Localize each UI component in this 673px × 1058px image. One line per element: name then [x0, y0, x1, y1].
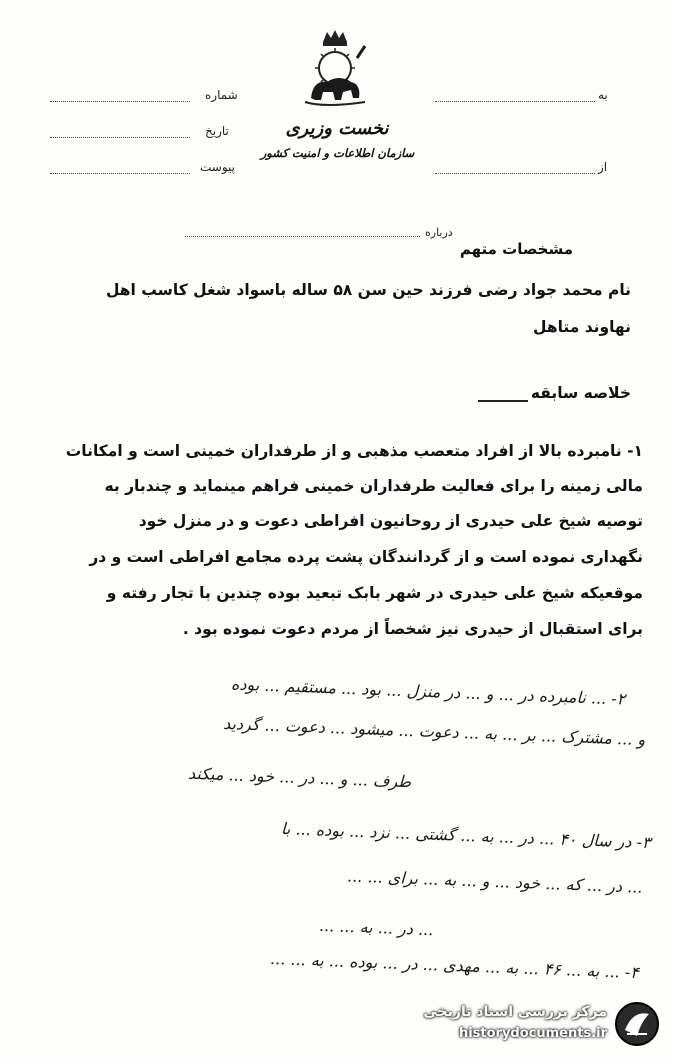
- archive-logo-icon: [613, 1000, 661, 1048]
- to-field: [435, 101, 595, 102]
- date-field: [50, 137, 190, 138]
- attachment-field: [50, 173, 190, 174]
- handwritten-line: طرف ... و ... در ... خود ... میکند: [187, 763, 412, 792]
- handwritten-line: ... در ... به ... ...: [318, 915, 434, 940]
- paragraph-line: برای استقبال از حیدری نیز شخصاً از مردم دعوت نموده بود .: [182, 620, 643, 638]
- paragraph-line: موقعیکه شیخ علی حیدری در شهر بابک تبعید بوده چندین با تجار رفته و: [106, 584, 643, 602]
- paragraph-line: نگهداری نموده است و از گردانندگان پشت پرده مجامع افراطی است و در: [89, 548, 643, 566]
- paragraph-line: مالی زمینه را برای فعالیت طرفداران خمینی فراهم مینماید و چندبار به: [104, 477, 643, 495]
- watermark: [383, 998, 665, 1050]
- to-label: به: [598, 88, 608, 102]
- summary-heading: خلاصه سابقه: [530, 384, 631, 402]
- identity-line-2: نهاوند متاهل: [532, 318, 631, 336]
- handwritten-line: ... در ... که ... خود ... و ... به ... برای ... ...: [347, 866, 644, 897]
- paragraph-line: ۱- نامبرده بالا از افراد متعصب مذهبی و از طرفداران خمینی است و امکانات: [65, 442, 643, 460]
- org-name: نخست وزیری: [285, 118, 389, 139]
- subject-label: درباره: [425, 226, 453, 239]
- handwritten-line: ۳- در سال ۴۰ ... در ... به ... گشتی ... نزد ... بوده ... با: [281, 818, 652, 853]
- document-title: مشخصات متهم: [459, 240, 573, 258]
- date-label: تاریخ: [205, 124, 229, 138]
- org-subname: سازمان اطلاعات و امنیت کشور: [260, 146, 415, 160]
- paragraph-line: توصیه شیخ علی حیدری از روحانیون افراطی دعوت و در منزل خود: [138, 512, 643, 530]
- number-label: شماره: [205, 88, 238, 102]
- identity-line-1: نام محمد جواد رضی فرزند حین سن ۵۸ ساله باسواد شغل کاسب اهل: [105, 281, 631, 299]
- from-field: [435, 173, 595, 174]
- handwritten-line: و ... مشترک ... بر ... به ... دعوت ... میشود ... دعوت ... گردید: [222, 713, 646, 750]
- number-field: [50, 101, 190, 102]
- handwritten-line: ۴- ... به ... ۴۶ ... به ... مهدی ... در ... بوده ... به ... ...: [269, 948, 640, 983]
- watermark-text-en: historydocuments.ir: [458, 1026, 607, 1041]
- summary-heading-underline: [478, 400, 528, 402]
- lion-and-sun-emblem-icon: [295, 28, 375, 110]
- handwritten-line: ۲- ... نامبرده در ... و ... در منزل ... بود ... مستقیم ... بوده: [230, 674, 626, 709]
- subject-field: [185, 236, 420, 237]
- attachment-label: پیوست: [200, 160, 235, 174]
- from-label: از: [598, 160, 608, 174]
- watermark-text-fa: مرکز بررسی اسناد تاریخی: [423, 1004, 607, 1020]
